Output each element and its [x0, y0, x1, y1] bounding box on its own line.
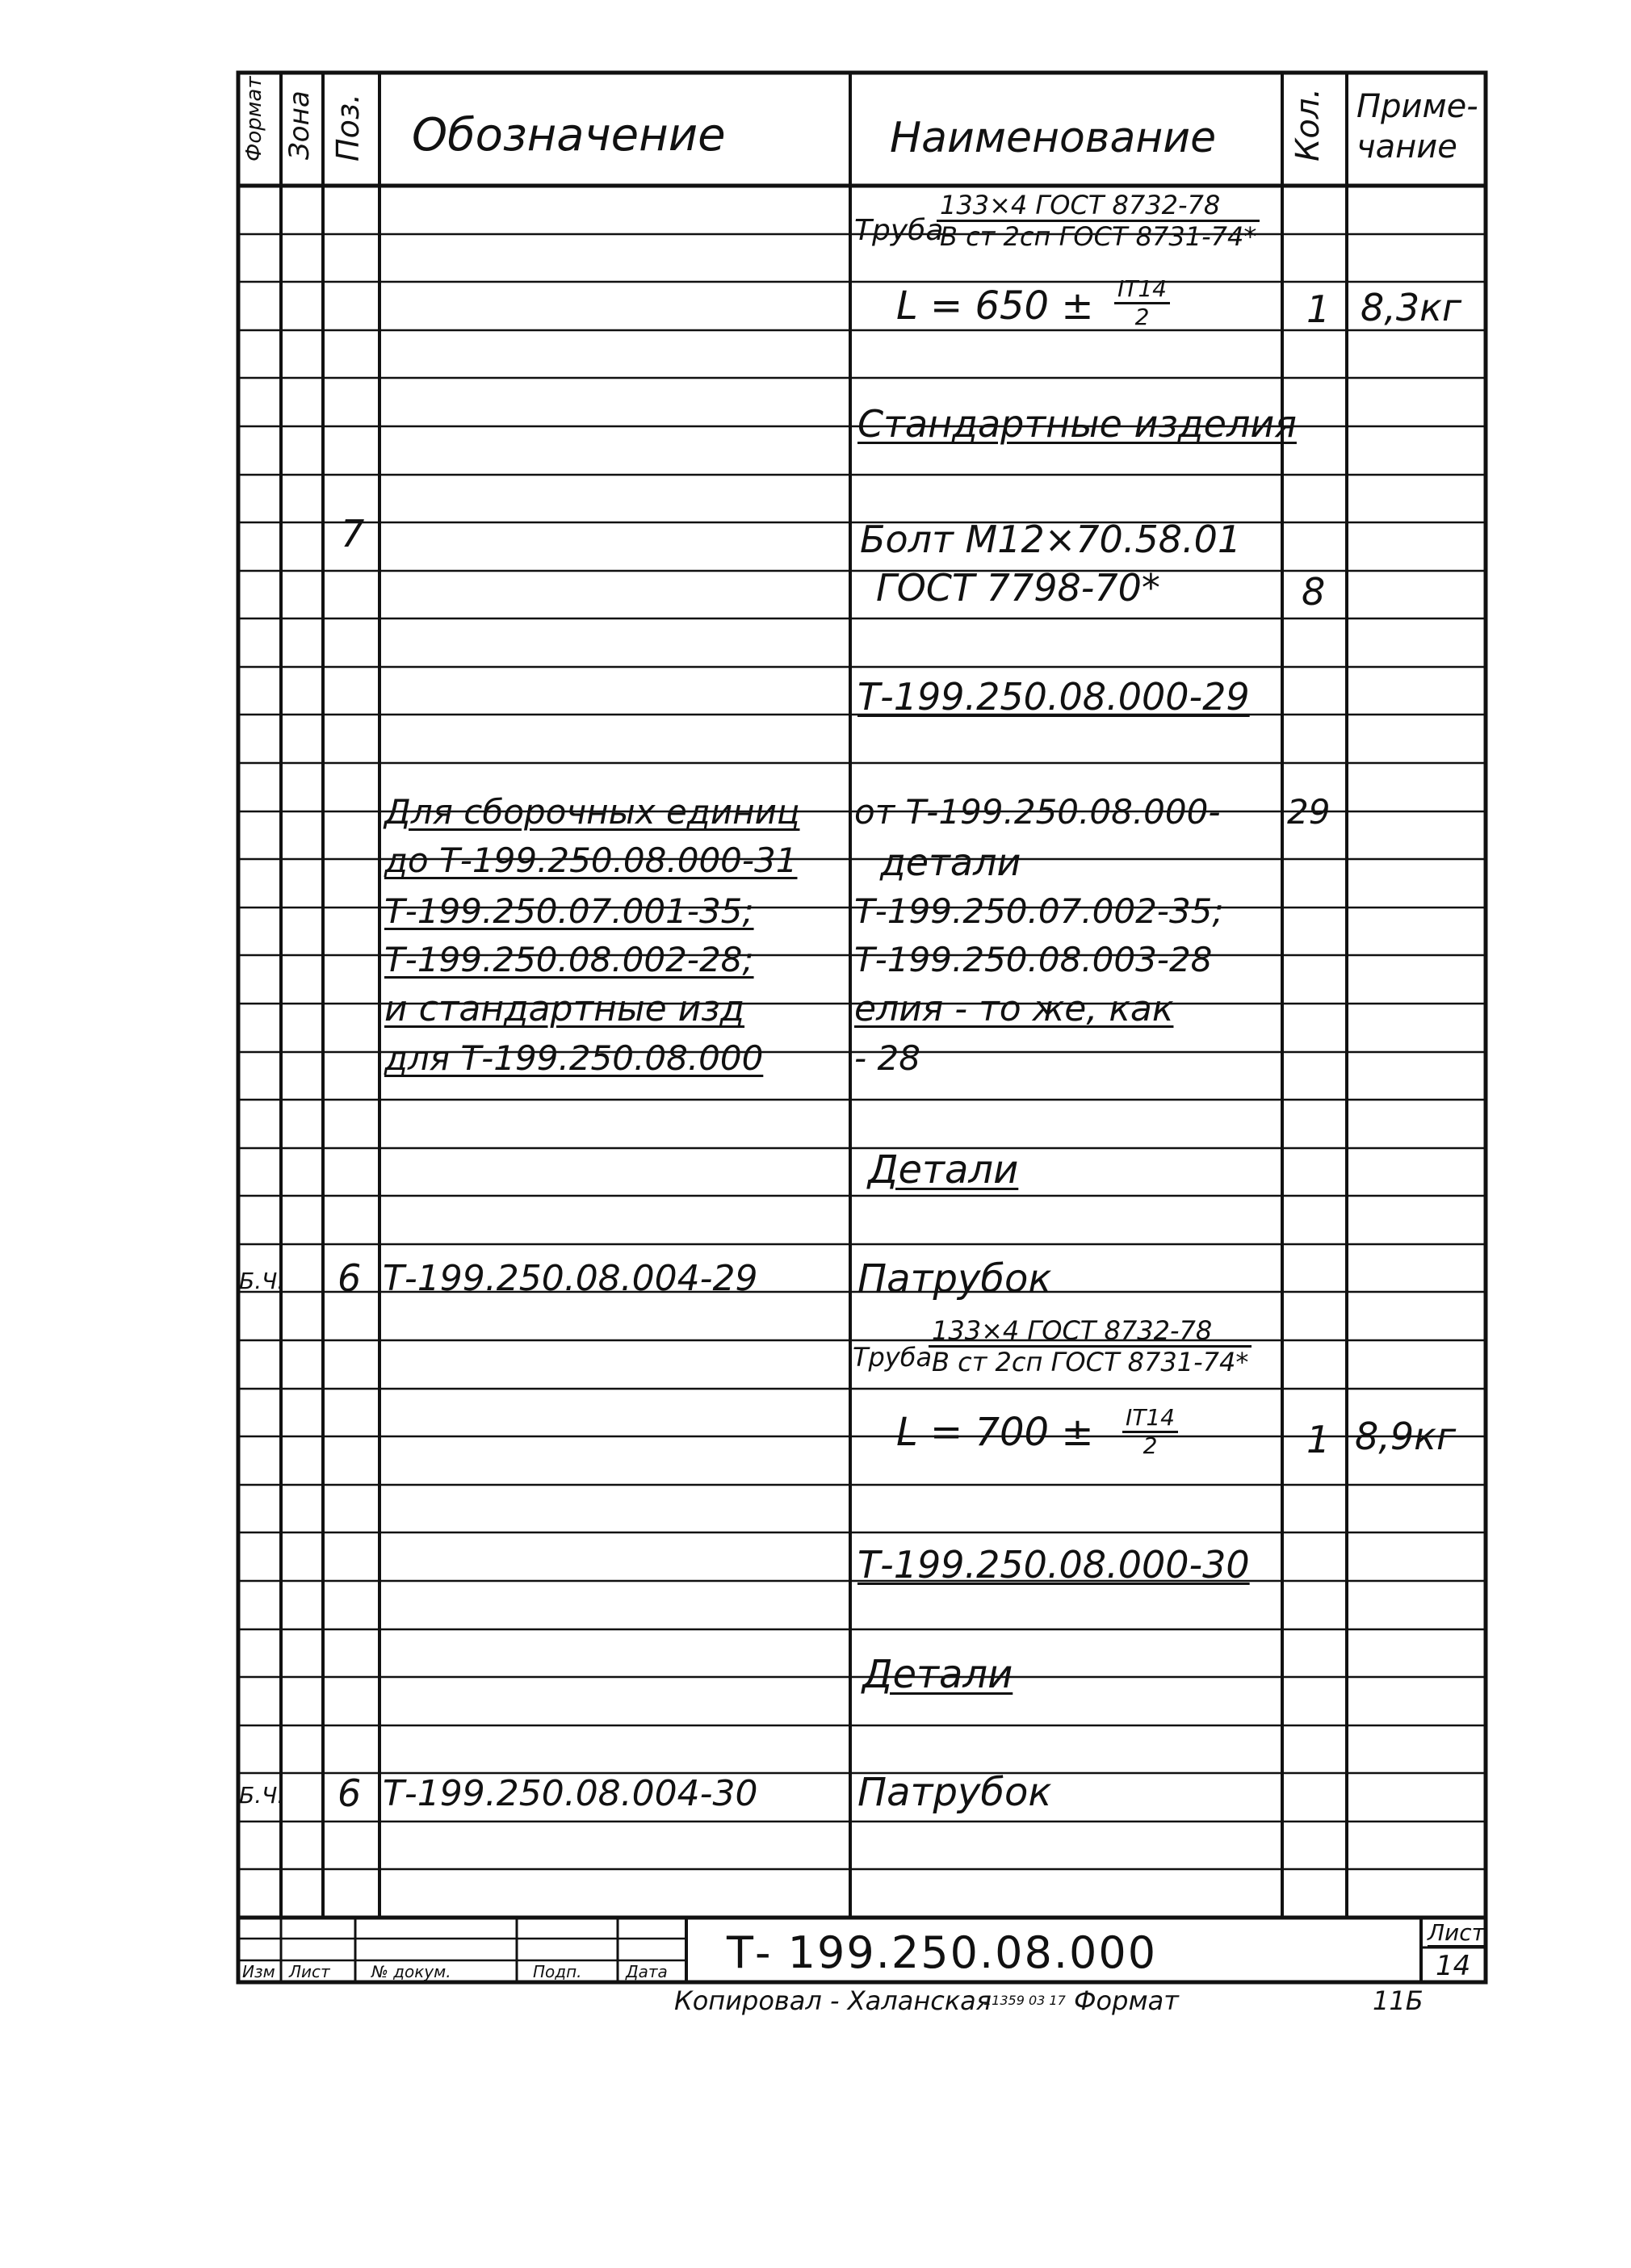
- r1-pipe-fraction: [937, 190, 1260, 252]
- r1-pipe-numerator: 133×4 ГОСТ 8732-78: [937, 192, 1260, 222]
- r2-note: 8,3кг: [1361, 286, 1462, 329]
- sheet-number: 14: [1436, 1950, 1471, 1982]
- r12-name: - 28: [854, 1038, 920, 1078]
- header-qty: Кол.: [1289, 87, 1327, 161]
- col-sign: Подп.: [533, 1962, 582, 1981]
- r7-name: от Т-199.250.08.000-: [854, 792, 1221, 832]
- r6-section: Т-199.250.08.000-29: [857, 675, 1250, 719]
- r19-name: Патрубок: [857, 1770, 1052, 1815]
- header-note-1: Приме-: [1356, 88, 1478, 125]
- r2-tol-den: 2: [1134, 304, 1150, 330]
- col-docnum: № докум.: [371, 1962, 451, 1981]
- r4-pos: 7: [341, 512, 365, 555]
- r16-tolerance: [1122, 1406, 1178, 1457]
- r8-name: детали: [880, 841, 1021, 884]
- header-zone: Зона: [283, 90, 316, 160]
- footer-format-value: 11Б: [1373, 1985, 1423, 2016]
- r16-tol-den: 2: [1143, 1432, 1158, 1459]
- r14-designation: Т-199.250.08.004-29: [383, 1258, 758, 1299]
- r2-length: L = 650 ±: [896, 283, 1094, 329]
- r10-designation: Т-199.250.08.002-28;: [384, 940, 754, 979]
- r14-name: Патрубок: [857, 1256, 1052, 1302]
- r11-name: елия - то же, как: [854, 988, 1174, 1029]
- r9-designation: Т-199.250.07.001-35;: [384, 891, 754, 931]
- r18-section: Детали: [862, 1652, 1013, 1697]
- r10-name: Т-199.250.08.003-28: [854, 940, 1213, 979]
- header-designation: Обозначение: [412, 109, 726, 161]
- r19-format: Б.Ч.: [239, 1782, 285, 1809]
- r19-designation: Т-199.250.08.004-30: [383, 1773, 758, 1814]
- header-note-2: чание: [1356, 128, 1457, 166]
- r11-designation: и стандартные изд: [384, 988, 745, 1029]
- r2-qty: 1: [1306, 287, 1331, 331]
- r15-pipe-fraction: [929, 1315, 1252, 1377]
- sheet-label: Лист: [1428, 1919, 1485, 1946]
- r15-pipe-denominator: В ст 2сп ГОСТ 8731-74*: [932, 1347, 1249, 1377]
- footer-format-label: Формат: [1074, 1985, 1179, 2016]
- r4-name: Болт М12×70.58.01: [860, 518, 1242, 561]
- r5-name: ГОСТ 7798-70*: [876, 566, 1160, 610]
- col-change: Изм: [242, 1962, 275, 1981]
- r15-pipe-numerator: 133×4 ГОСТ 8732-78: [929, 1318, 1252, 1348]
- r3-section: Стандартные изделия: [857, 402, 1297, 446]
- doc-number: Т- 199.250.08.000: [727, 1927, 1158, 1978]
- header-pos: Поз.: [330, 93, 366, 161]
- r13-section: Детали: [868, 1147, 1019, 1193]
- r16-qty: 1: [1306, 1418, 1331, 1461]
- r16-note: 8,9кг: [1355, 1415, 1457, 1458]
- footer-copied: Копировал - Халанская: [674, 1985, 992, 2016]
- header-name: Наименование: [890, 114, 1217, 162]
- header-format: Формат: [242, 76, 266, 161]
- r14-pos: 6: [338, 1256, 362, 1300]
- col-date: Дата: [626, 1962, 668, 1981]
- r2-tolerance: [1114, 275, 1170, 330]
- r16-length: L = 700 ±: [896, 1410, 1094, 1455]
- r1-pipe-denominator: В ст 2сп ГОСТ 8731-74*: [940, 221, 1257, 252]
- r14-format: Б.Ч.: [239, 1268, 285, 1294]
- footer-stamp-code: 11359 03 17: [983, 1993, 1066, 2008]
- r15-pipe-prefix: Труба: [853, 1342, 933, 1373]
- r19-pos: 6: [338, 1771, 362, 1815]
- r16-tol-num: IT14: [1122, 1406, 1178, 1433]
- r8-designation: до Т-199.250.08.000-31: [384, 841, 798, 880]
- r5-qty: 8: [1302, 570, 1326, 614]
- r7-qty: 29: [1287, 792, 1331, 832]
- r2-tol-num: IT14: [1114, 278, 1170, 304]
- r9-name: Т-199.250.07.002-35;: [854, 891, 1224, 931]
- r12-designation: для Т-199.250.08.000: [384, 1038, 764, 1078]
- r17-section: Т-199.250.08.000-30: [857, 1543, 1250, 1587]
- r1-pipe-prefix: Труба: [854, 214, 944, 247]
- col-sheet: Лист: [289, 1962, 330, 1981]
- r7-designation: Для сборочных единиц: [384, 792, 800, 832]
